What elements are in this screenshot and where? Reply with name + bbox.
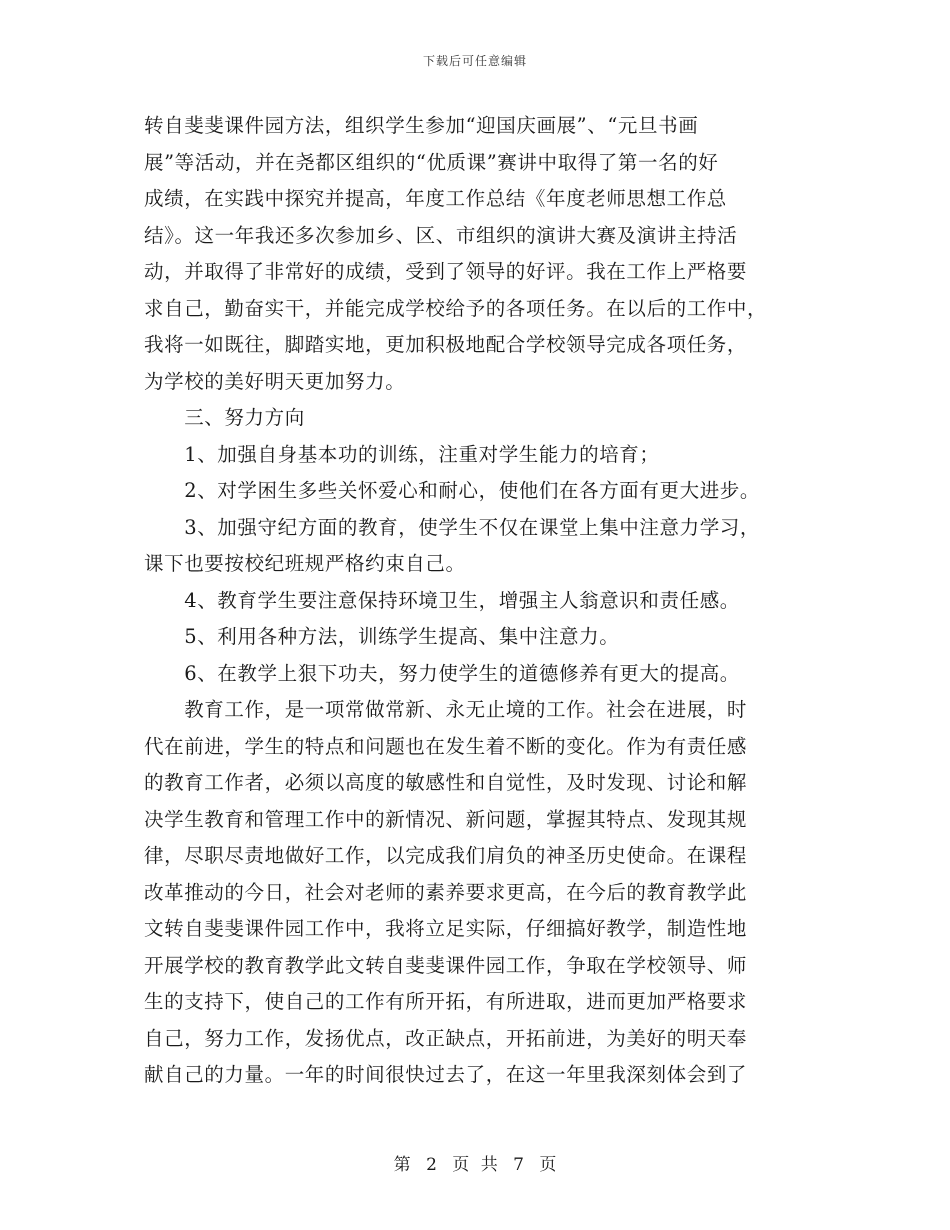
section-heading: 三、努力方向 [144,406,305,429]
text-line: 开展学校的教育教学此文转自斐斐课件园工作，争取在学校领导、师 [144,953,748,977]
text-line: 动，并取得了非常好的成绩，受到了领导的好评。我在工作上严格要 [144,260,748,283]
text-line: 求自己，勤奋实干，并能完成学校给予的各项任务。在以后的工作中， [144,296,768,320]
text-line: 为学校的美好明天更加努力。 [144,369,406,393]
text-line: 的教育工作者，必须以高度的敏感性和自觉性，及时发现、讨论和解 [144,771,748,794]
list-item: 4、教育学生要注意保持环境卫生，增强主人翁意识和责任感。 [144,588,740,612]
document-body [144,108,804,1094]
text-line: 生的支持下，使自己的工作有所开拓，有所进取，进而更加严格要求 [144,990,748,1013]
list-item: 5、利用各种方法，训练学生提高、集中注意力。 [144,625,620,648]
footer-total-pages: 7 [513,1155,524,1175]
footer-prefix: 第 [393,1155,411,1175]
text-line: 成绩，在实践中探究并提高，年度工作总结《年度老师思想工作总 [144,187,727,210]
text-line: 结》。这一年我还多次参加乡、区、市组织的演讲大赛及演讲主持活 [144,223,738,247]
list-item: 2、对学困生多些关怀爱心和耐心，使他们在各方面有更大进步。 [144,479,761,502]
list-item: 1、加强自身基本功的训练，注重对学生能力的培育； [144,442,660,466]
page-header-note: 下载后可任意编辑 [422,54,527,68]
list-item: 3、加强守纪方面的教育，使学生不仅在课堂上集中注意力学习， [144,515,761,539]
text-line: 代在前进，学生的特点和问题也在发生着不断的变化。作为有责任感 [144,734,748,758]
text-line: 转自斐斐课件园方法，组织学生参加“迎国庆画展”、“元旦书画 [144,114,699,137]
text-line: 改革推动的今日，社会对老师的素养要求更高，在今后的教育教学此 [144,880,748,904]
list-item: 6、在教学上狠下功夫，努力使学生的道德修养有更大的提高。 [144,661,740,685]
page-footer [0,1150,950,1175]
text-line: 文转自斐斐课件园工作中，我将立足实际，仔细搞好教学，制造性地 [144,917,748,940]
footer-suffix: 页 [539,1155,557,1175]
footer-middle: 页 共 [452,1155,498,1175]
list-item-continuation: 课下也要按校纪班规严格约束自己。 [144,552,466,575]
text-line: 自己，努力工作，发扬优点，改正缺点，开拓前进，为美好的明天奉 [144,1026,748,1050]
footer-page-number: 2 [426,1155,437,1175]
text-line: 教育工作，是一项常做常新、永无止境的工作。社会在进展，时 [144,698,748,721]
text-line: 决学生教育和管理工作中的新情况、新问题，掌握其特点、发现其规 [144,807,748,831]
text-line: 我将一如既往，脚踏实地，更加积极地配合学校领导完成各项任务， [144,333,748,356]
text-line: 献自己的力量。一年的时间很快过去了，在这一年里我深刻体会到了 [144,1063,748,1086]
text-line: 律，尽职尽责地做好工作，以完成我们肩负的神圣历史使命。在课程 [144,844,748,867]
text-line: 展”等活动，并在尧都区组织的“优质课”赛讲中取得了第一名的好 [144,150,719,174]
